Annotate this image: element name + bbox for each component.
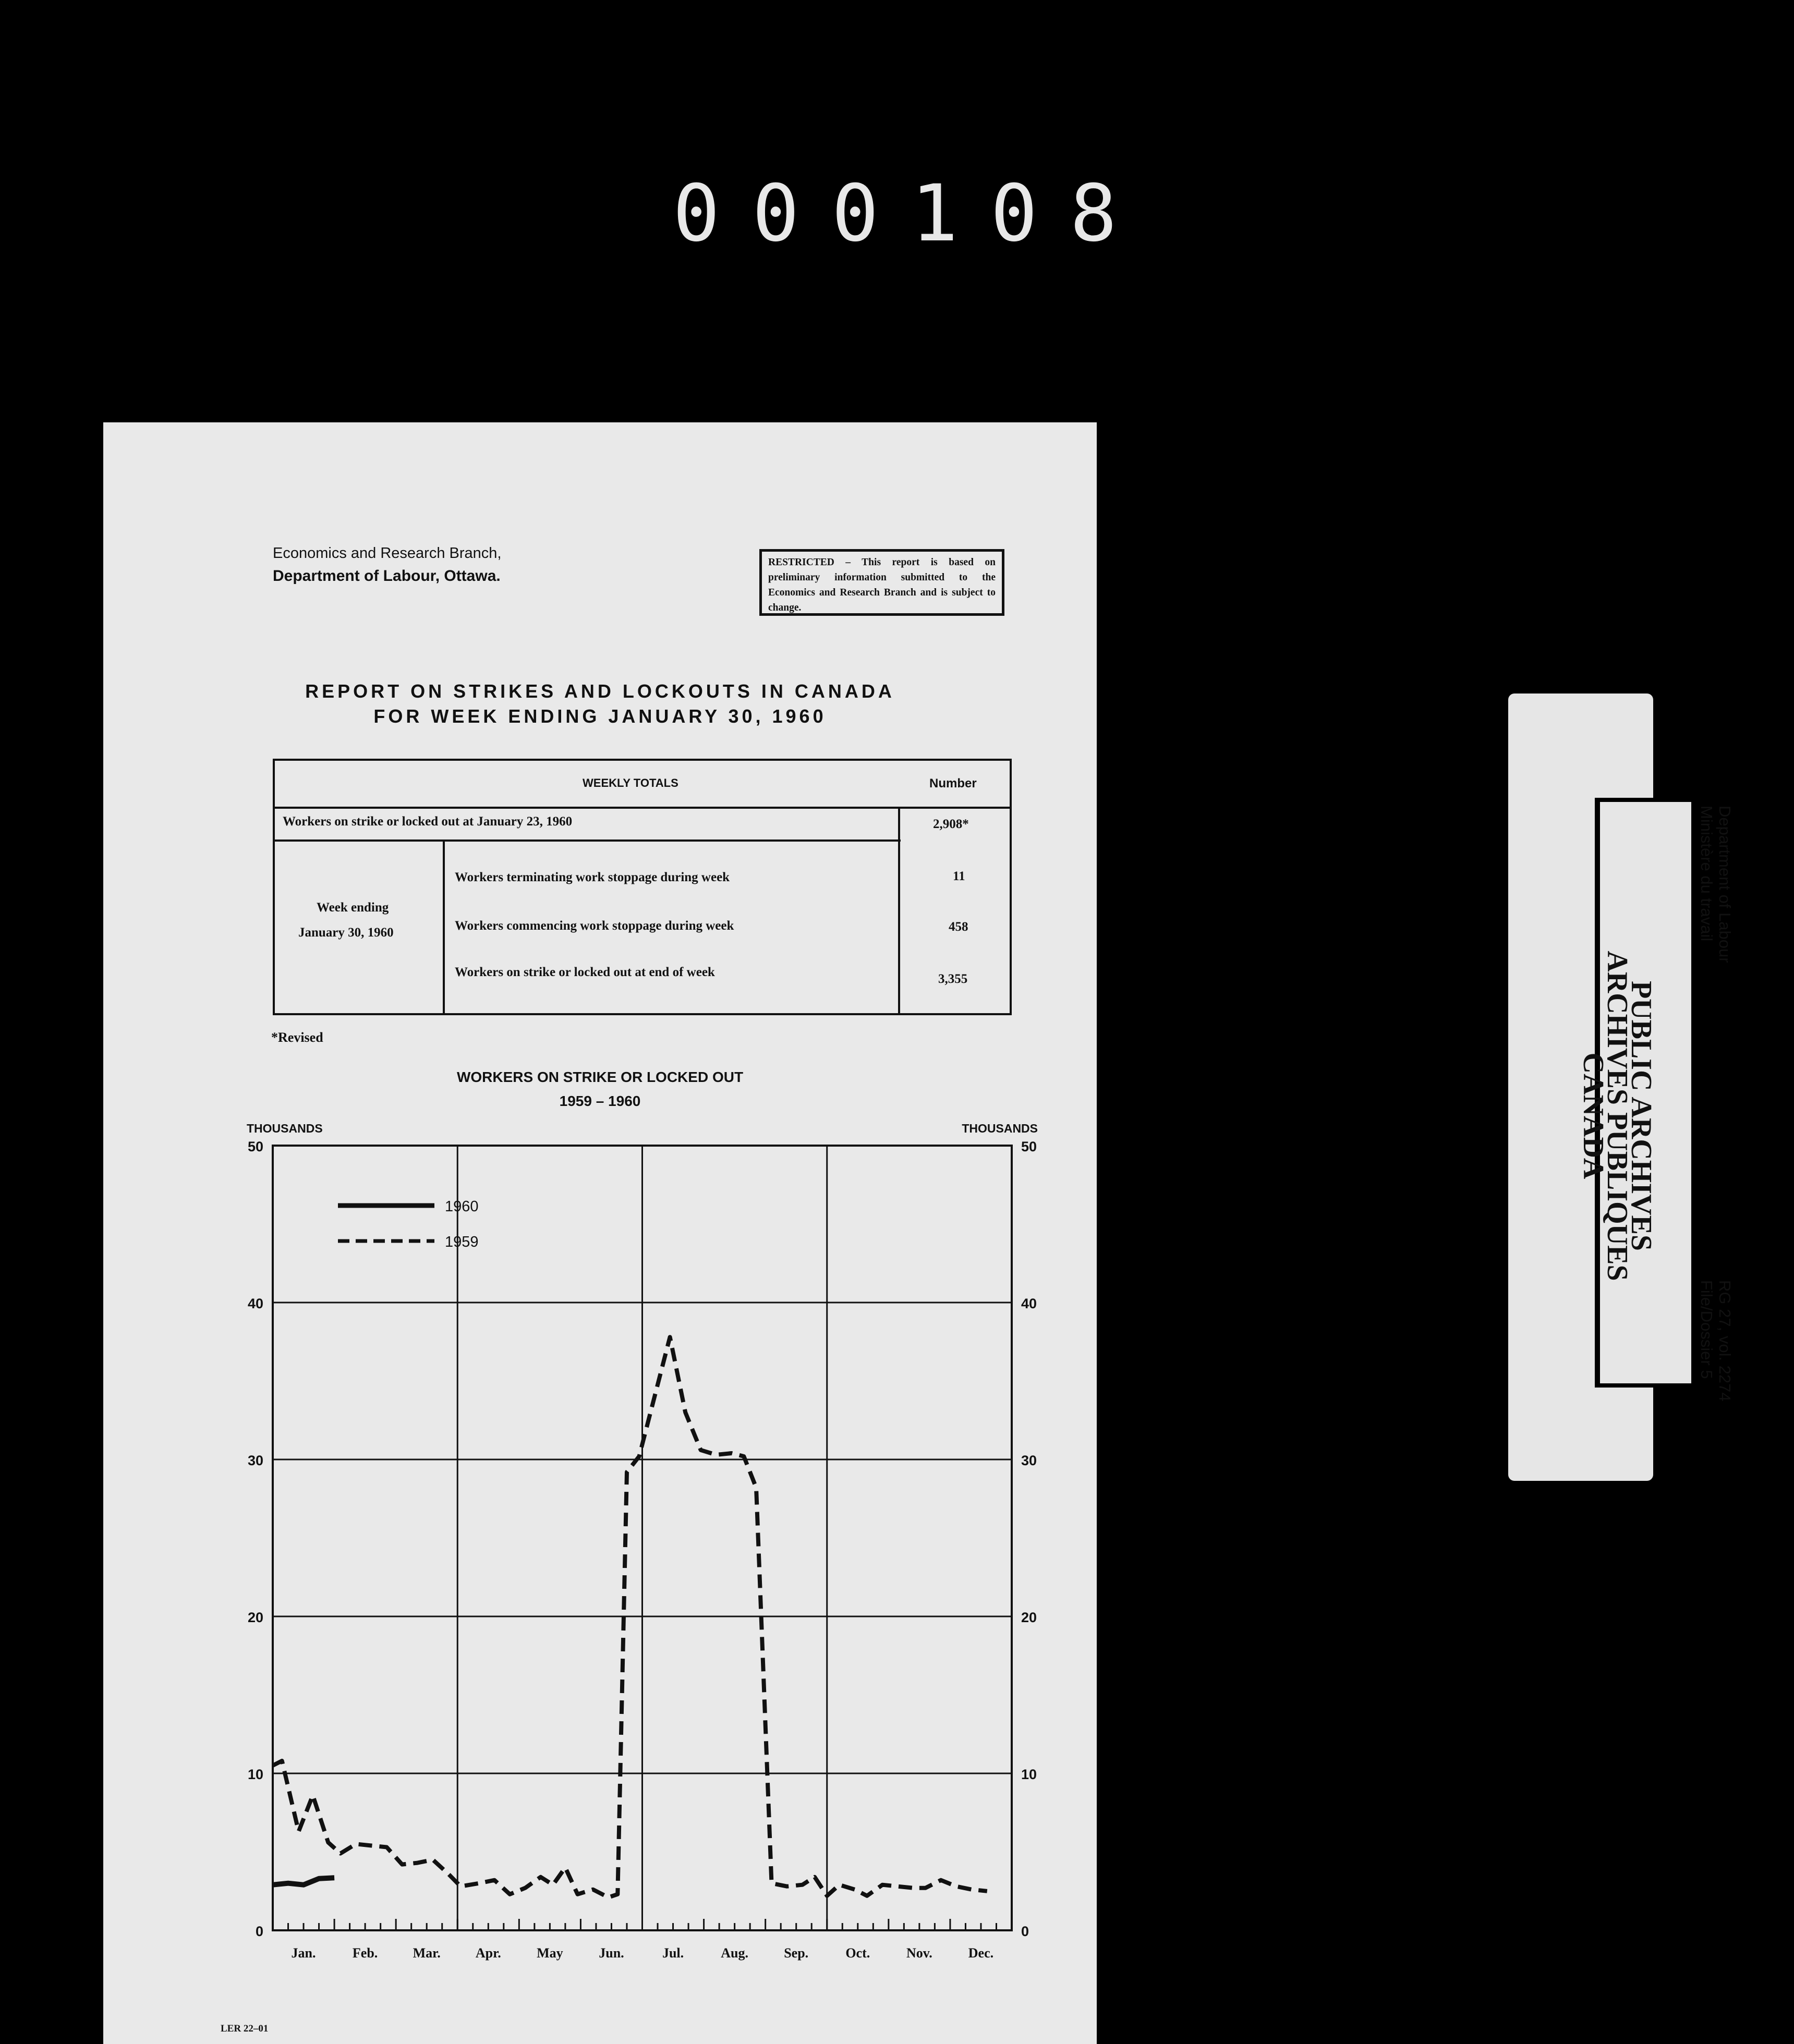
y-tick-label-right: 50 bbox=[1021, 1139, 1037, 1154]
table-header-label: WEEKLY TOTALS bbox=[583, 776, 678, 789]
table-row-value: 2,908* bbox=[933, 817, 969, 831]
chart-title: WORKERS ON STRIKE OR LOCKED OUT bbox=[456, 1069, 744, 1085]
y-tick-label-left: 30 bbox=[247, 1453, 263, 1468]
document-page bbox=[103, 422, 1097, 2044]
archive-dept-fr: Ministère du travail bbox=[1698, 806, 1716, 942]
legend-label-1959: 1959 bbox=[445, 1234, 479, 1250]
legend-label-1960: 1960 bbox=[445, 1198, 479, 1215]
y-tick-label-left: 40 bbox=[247, 1296, 263, 1311]
x-tick-label: Jul. bbox=[662, 1945, 684, 1961]
archive-line-1: PUBLIC ARCHIVES bbox=[1625, 980, 1657, 1251]
table-row-value: 11 bbox=[953, 869, 965, 883]
y-tick-label-left: 10 bbox=[247, 1767, 263, 1782]
y-axis-label-right: THOUSANDS bbox=[962, 1122, 1038, 1135]
microfilm-frame-number: 000108 bbox=[673, 168, 1149, 259]
table-row-label: Workers on strike or locked out at January 23, 1960 bbox=[283, 814, 573, 829]
table-row-value: 3,355 bbox=[938, 972, 968, 986]
archive-dept-en: Department of Labour bbox=[1716, 806, 1734, 963]
table-row-label: Workers commencing work stoppage during week bbox=[455, 919, 734, 933]
x-tick-label: Feb. bbox=[352, 1945, 378, 1961]
x-tick-label: Sep. bbox=[784, 1945, 809, 1961]
y-tick-label-right: 10 bbox=[1021, 1767, 1037, 1782]
series-line-1960 bbox=[273, 1878, 334, 1885]
archive-line-3: CANADA bbox=[1577, 1052, 1609, 1179]
week-ending-date: January 30, 1960 bbox=[298, 926, 394, 940]
report-subtitle: FOR WEEK ENDING JANUARY 30, 1960 bbox=[373, 705, 827, 727]
x-tick-label: Nov. bbox=[906, 1945, 932, 1961]
report-title: REPORT ON STRIKES AND LOCKOUTS IN CANADA bbox=[305, 680, 895, 702]
y-tick-label-right: 30 bbox=[1021, 1453, 1037, 1468]
y-tick-label-left: 0 bbox=[255, 1924, 263, 1939]
y-tick-label-right: 20 bbox=[1021, 1610, 1037, 1625]
table-header-number: Number bbox=[929, 776, 977, 790]
week-ending-label: Week ending bbox=[317, 901, 389, 915]
x-tick-label: Jan. bbox=[291, 1945, 316, 1961]
x-tick-label: Apr. bbox=[475, 1945, 501, 1961]
archive-label-text bbox=[1565, 806, 1734, 1402]
x-tick-label: Oct. bbox=[845, 1945, 870, 1961]
archive-ref-2: File/Dossier 5 bbox=[1698, 1280, 1716, 1379]
x-tick-label: Jun. bbox=[599, 1945, 624, 1961]
strikes-line-chart bbox=[103, 422, 1097, 2044]
table-row-label: Workers on strike or locked out at end of week bbox=[455, 965, 715, 979]
archive-line-2: ARCHIVES PUBLIQUES bbox=[1601, 951, 1633, 1281]
y-tick-label-right: 0 bbox=[1021, 1924, 1029, 1939]
x-tick-label: May bbox=[537, 1945, 563, 1961]
archive-ref-1: RG 27, vol. 2274 bbox=[1716, 1280, 1734, 1402]
chart-subtitle: 1959 – 1960 bbox=[559, 1093, 641, 1109]
table-row-label: Workers terminating work stoppage during week bbox=[455, 870, 730, 884]
y-tick-label-left: 50 bbox=[247, 1139, 263, 1154]
x-tick-label: Aug. bbox=[721, 1945, 748, 1961]
form-code: LER 22–01 bbox=[221, 2023, 269, 2034]
x-tick-label: Dec. bbox=[968, 1945, 994, 1961]
org-line-1: Economics and Research Branch, bbox=[273, 545, 502, 562]
table-row-value: 458 bbox=[949, 920, 968, 934]
footnote-revised: *Revised bbox=[271, 1030, 323, 1045]
y-tick-label-right: 40 bbox=[1021, 1296, 1037, 1311]
restricted-note: RESTRICTED – This report is based on preliminary information submitted to the Economics and Research Branch and is subject to change. bbox=[759, 549, 1004, 616]
y-tick-label-left: 20 bbox=[247, 1610, 263, 1625]
org-line-2: Department of Labour, Ottawa. bbox=[273, 567, 501, 585]
x-tick-label: Mar. bbox=[413, 1945, 441, 1961]
y-axis-label-left: THOUSANDS bbox=[247, 1122, 323, 1135]
